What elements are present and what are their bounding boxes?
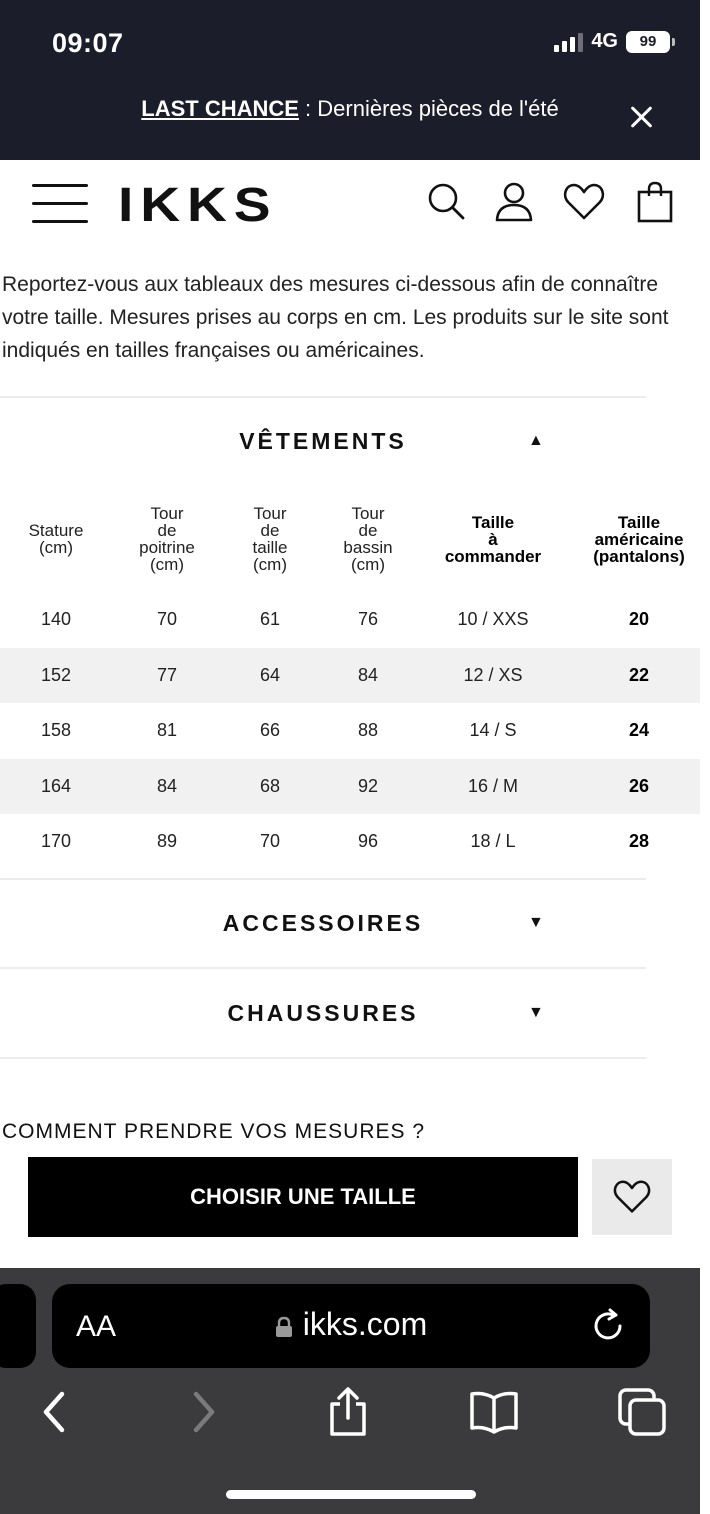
table-cell: 28 bbox=[628, 831, 650, 852]
table-cell: 64 bbox=[259, 664, 281, 685]
table-cell: 92 bbox=[357, 775, 379, 796]
column-header-taille-commander: Taille à commander bbox=[444, 512, 542, 566]
table-cell: 76 bbox=[357, 609, 379, 630]
accordion-vetements[interactable]: VÊTEMENTS bbox=[239, 428, 407, 454]
wishlist-icon[interactable] bbox=[562, 180, 606, 224]
column-header-taille: Tour de taille (cm) bbox=[252, 504, 288, 574]
table-cell: 77 bbox=[156, 664, 178, 685]
table-cell: 61 bbox=[259, 609, 281, 630]
table-cell: 14 / S bbox=[469, 720, 517, 741]
table-row bbox=[0, 648, 700, 704]
table-cell: 26 bbox=[628, 775, 650, 796]
url-text[interactable]: ikks.com bbox=[52, 1306, 650, 1343]
column-header-poitrine: Tour de poitrine (cm) bbox=[139, 504, 195, 574]
promo-banner[interactable] bbox=[0, 96, 700, 122]
table-cell: 81 bbox=[156, 720, 178, 741]
table-cell: 10 / XXS bbox=[457, 609, 529, 630]
address-bar[interactable] bbox=[52, 1284, 650, 1368]
accordion-chaussures[interactable]: CHAUSSURES bbox=[227, 1000, 419, 1026]
table-cell: 20 bbox=[628, 609, 650, 630]
divider bbox=[0, 878, 646, 880]
divider bbox=[0, 396, 646, 398]
home-indicator bbox=[226, 1490, 476, 1499]
table-row bbox=[0, 759, 700, 815]
table-cell: 84 bbox=[156, 775, 178, 796]
lock-icon bbox=[275, 1317, 293, 1337]
battery-icon: 99 bbox=[626, 31, 670, 53]
forward-icon[interactable] bbox=[176, 1386, 232, 1438]
table-cell: 89 bbox=[156, 831, 178, 852]
reader-settings-button[interactable]: AA bbox=[76, 1310, 117, 1343]
menu-icon[interactable] bbox=[32, 184, 88, 224]
divider bbox=[0, 1057, 646, 1059]
back-icon[interactable] bbox=[26, 1386, 82, 1438]
column-header-stature: Stature (cm) bbox=[28, 521, 84, 557]
size-guide-intro: Reportez-vous aux tableaux des mesures ci-dessous afin de connaître votre taille. Mesures prises au corps en cm. Les produits sur le site sont indiqués en tailles françaises ou américaines. bbox=[2, 273, 669, 362]
share-icon[interactable] bbox=[320, 1386, 376, 1438]
table-cell: 170 bbox=[40, 831, 72, 852]
account-icon[interactable] bbox=[492, 180, 536, 224]
table-cell: 70 bbox=[156, 609, 178, 630]
table-cell: 88 bbox=[357, 720, 379, 741]
column-header-bassin: Tour de bassin (cm) bbox=[343, 504, 393, 574]
divider bbox=[0, 967, 646, 969]
reload-icon[interactable] bbox=[590, 1308, 626, 1344]
signal-icon bbox=[554, 32, 583, 52]
table-cell: 96 bbox=[357, 831, 379, 852]
status-time: 09:07 bbox=[52, 28, 124, 58]
table-cell: 68 bbox=[259, 775, 281, 796]
table-cell: 70 bbox=[259, 831, 281, 852]
site-header bbox=[0, 160, 700, 250]
previous-tab[interactable] bbox=[0, 1284, 36, 1368]
promo-highlight[interactable]: LAST CHANCE bbox=[141, 96, 299, 121]
column-header-taille-americaine: Taille américaine (pantalons) bbox=[593, 512, 685, 566]
how-to-measure-heading: COMMENT PRENDRE VOS MESURES ? bbox=[2, 1120, 426, 1143]
heart-icon bbox=[612, 1179, 652, 1215]
chevron-down-icon[interactable]: ▼ bbox=[528, 1004, 544, 1021]
table-cell: 152 bbox=[40, 664, 72, 685]
table-cell: 84 bbox=[357, 664, 379, 685]
add-to-wishlist-button[interactable] bbox=[592, 1159, 672, 1235]
table-row bbox=[0, 592, 700, 648]
status-indicators bbox=[554, 30, 670, 53]
size-table bbox=[0, 486, 700, 870]
cart-icon[interactable] bbox=[634, 180, 678, 224]
table-row bbox=[0, 703, 700, 759]
brand-logo[interactable]: IKKS bbox=[118, 179, 278, 232]
search-icon[interactable] bbox=[424, 180, 468, 224]
promo-text: : Dernières pièces de l'été bbox=[298, 96, 559, 121]
table-cell: 140 bbox=[40, 609, 72, 630]
chevron-down-icon[interactable]: ▼ bbox=[528, 914, 544, 931]
table-header-row bbox=[0, 486, 700, 592]
bookmarks-icon[interactable] bbox=[466, 1386, 522, 1438]
table-cell: 164 bbox=[40, 775, 72, 796]
table-cell: 16 / M bbox=[467, 775, 519, 796]
table-cell: 158 bbox=[40, 720, 72, 741]
tabs-icon[interactable] bbox=[614, 1386, 670, 1438]
top-banner bbox=[0, 0, 700, 160]
table-cell: 24 bbox=[628, 720, 650, 741]
choose-size-button[interactable]: CHOISIR UNE TAILLE bbox=[28, 1157, 578, 1237]
table-row bbox=[0, 814, 700, 870]
accordion-accessoires[interactable]: ACCESSOIRES bbox=[222, 910, 424, 936]
close-icon[interactable] bbox=[628, 104, 654, 130]
table-cell: 12 / XS bbox=[463, 664, 523, 685]
network-type: 4G bbox=[591, 30, 618, 52]
table-cell: 18 / L bbox=[470, 831, 516, 852]
table-cell: 22 bbox=[628, 664, 650, 685]
chevron-up-icon[interactable]: ▲ bbox=[528, 432, 544, 449]
table-cell: 66 bbox=[259, 720, 281, 741]
